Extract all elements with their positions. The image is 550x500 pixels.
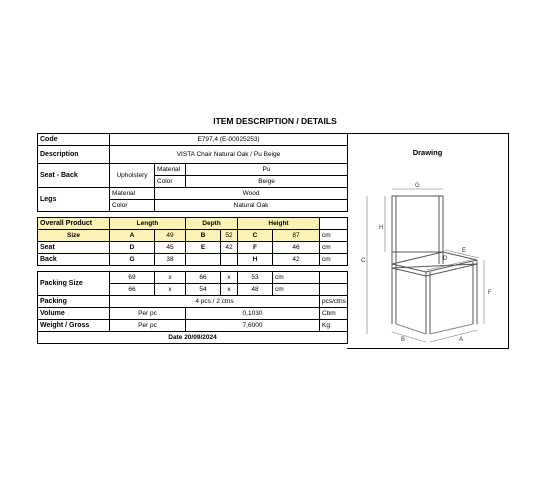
legs-material-label: Material — [110, 188, 155, 200]
description-label: Description — [38, 146, 110, 164]
packing-dim-b: 66 — [186, 272, 221, 284]
drawing-title: Drawing — [412, 148, 443, 157]
dim-c-letter: C — [238, 230, 273, 242]
packing-dim-a: 69 — [110, 272, 155, 284]
dim-a-value: 49 — [155, 230, 186, 242]
packing-label: Packing — [38, 296, 110, 308]
chair-seat — [392, 252, 477, 272]
length-header: Length — [110, 218, 186, 230]
seat-back-material-label: Material — [155, 164, 186, 176]
legs-color-label: Color — [110, 200, 155, 212]
description-row — [38, 146, 348, 164]
packing-dim-b: 54 — [186, 284, 221, 296]
label-c: C — [361, 258, 366, 264]
back-unit: cm — [320, 254, 348, 266]
volume-per: Per pc — [110, 308, 186, 320]
chair-backrest — [392, 196, 443, 252]
packing-dim-c: 48 — [238, 284, 273, 296]
label-a: A — [459, 337, 464, 343]
seat-unit: cm — [320, 242, 348, 254]
depth-header: Depth — [186, 218, 238, 230]
dim-d-letter: D — [110, 242, 155, 254]
label-e: E — [462, 248, 467, 254]
overall-label-line1: Overall Product — [38, 218, 110, 230]
label-d: D — [443, 256, 448, 262]
dim-h-letter: H — [238, 254, 273, 266]
label-h: H — [379, 225, 384, 231]
packing-x: x — [155, 284, 186, 296]
seat-back-label: Seat - Back — [38, 164, 110, 188]
page-title: ITEM DESCRIPTION / DETAILS — [213, 116, 337, 126]
dim-h-value: 42 — [273, 254, 320, 266]
legs-material-row — [38, 188, 348, 200]
dim-b-letter: B — [186, 230, 221, 242]
legs-label: Legs — [38, 188, 110, 212]
back-dims-row — [38, 254, 348, 266]
date-stamp: Date 20/09/2024 — [38, 332, 348, 344]
overall-values-row — [38, 230, 348, 242]
dim-a-letter: A — [110, 230, 155, 242]
legs-material-value: Wood — [155, 188, 348, 200]
weight-label: Weight / Gross — [38, 320, 110, 332]
back-label: Back — [38, 254, 110, 266]
label-f: F — [488, 290, 492, 296]
dim-g-value: 38 — [155, 254, 186, 266]
weight-row — [38, 320, 348, 332]
height-header: Height — [238, 218, 320, 230]
volume-unit: Cbm — [320, 308, 348, 320]
date-row — [38, 332, 348, 344]
packing-unit: cm — [273, 284, 320, 296]
code-row — [38, 134, 348, 146]
dim-c-value: 87 — [273, 230, 320, 242]
drawing-panel — [347, 133, 509, 349]
dim-d-value: 45 — [155, 242, 186, 254]
description-value: VISTA Chair Natural Oak / Pu Beige — [110, 146, 348, 164]
seat-dims-row — [38, 242, 348, 254]
weight-per: Per pc — [110, 320, 186, 332]
packing-size-row — [38, 272, 348, 284]
dim-e-letter: E — [186, 242, 221, 254]
dim-b-value: 52 — [221, 230, 238, 242]
weight-value: 7,6000 — [186, 320, 320, 332]
spec-table — [37, 133, 348, 344]
packing-size-label: Packing Size — [38, 272, 110, 296]
seat-label: Seat — [38, 242, 110, 254]
dim-f-letter: F — [238, 242, 273, 254]
legs-color-value: Natural Oak — [155, 200, 348, 212]
packing-row — [38, 296, 348, 308]
code-value: E797,4 (E-00025253) — [110, 134, 348, 146]
upholstery-label: Upholstery — [110, 164, 155, 188]
packing-unit: pcs/ctns — [320, 296, 348, 308]
packing-x: x — [155, 272, 186, 284]
seat-back-material-value: Pu — [186, 164, 348, 176]
overall-label-line2: Size — [38, 230, 110, 242]
volume-value: 0,1030 — [186, 308, 320, 320]
label-g: G — [415, 183, 420, 189]
chair-drawing — [347, 134, 509, 350]
volume-label: Volume — [38, 308, 110, 320]
spec-sheet — [37, 133, 509, 349]
dim-g-letter: G — [110, 254, 155, 266]
overall-header-row — [38, 218, 348, 230]
chair-frame — [392, 196, 477, 334]
code-label: Code — [38, 134, 110, 146]
seat-back-color-label: Color — [155, 176, 186, 188]
packing-x: x — [221, 284, 238, 296]
overall-unit: cm — [320, 230, 348, 242]
packing-unit: cm — [273, 272, 320, 284]
packing-value: 4 pcs / 2 ctns — [110, 296, 320, 308]
packing-x: x — [221, 272, 238, 284]
dim-e-value: 42 — [221, 242, 238, 254]
seat-back-material-row — [38, 164, 348, 176]
volume-row — [38, 308, 348, 320]
label-b: B — [401, 337, 406, 343]
seat-back-color-value: Beige — [186, 176, 348, 188]
dim-f-value: 46 — [273, 242, 320, 254]
weight-unit: Kg — [320, 320, 348, 332]
packing-dim-c: 53 — [238, 272, 273, 284]
packing-dim-a: 66 — [110, 284, 155, 296]
